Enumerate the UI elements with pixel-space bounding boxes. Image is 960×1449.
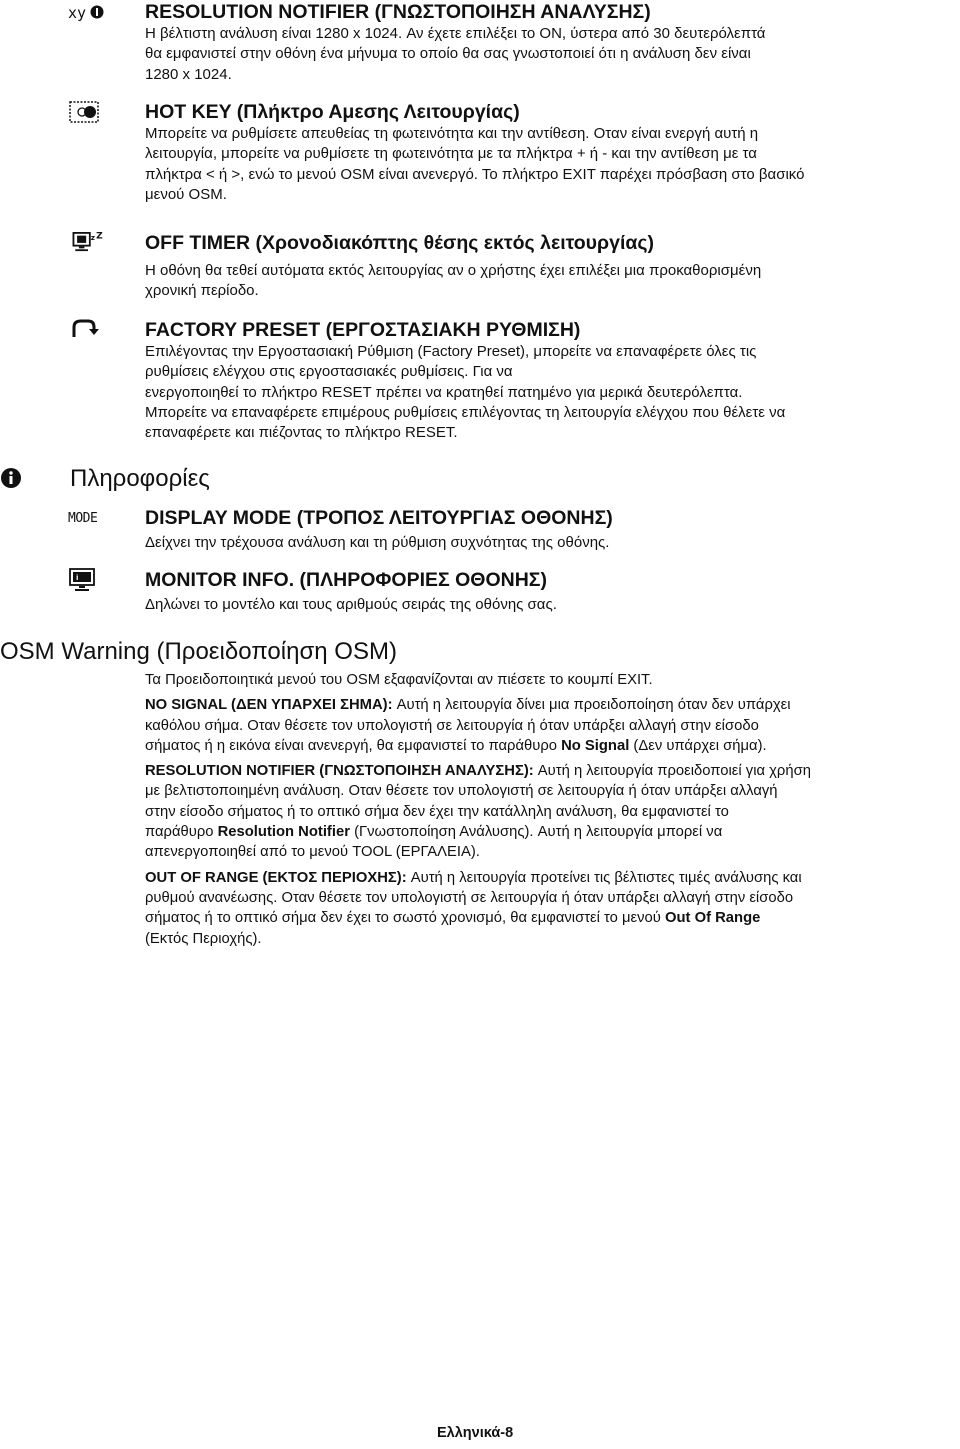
factory-preset-line: επαναφέρετε και πιέζοντας το πλήκτρο RESET. bbox=[145, 424, 458, 442]
svg-text:z: z bbox=[90, 233, 95, 243]
factory-preset-line: ρυθμίσεις ελέγχου στις εργοστασιακές ρυθμίσεις. Για να bbox=[145, 363, 513, 381]
out-of-range-label: OUT OF RANGE (ΕΚΤΟΣ ΠΕΡΙΟΧΗΣ): bbox=[145, 869, 407, 886]
hot-key-section bbox=[145, 100, 955, 205]
factory-preset-title: FACTORY PRESET (ΕΡΓΟΣΤΑΣΙΑΚΗ ΡΥΘΜΙΣΗ) bbox=[145, 319, 581, 341]
monitor-info-title: MONITOR INFO. (ΠΛΗΡΟΦΟΡΙΕΣ ΟΘΟΝΗΣ) bbox=[145, 569, 547, 591]
factory-preset-line: ενεργοποιηθεί το πλήκτρο RESET πρέπει να κρατηθεί πατημένο για μερικά δευτερόλεπτα. bbox=[145, 383, 743, 401]
reset-arrow-icon bbox=[68, 317, 108, 341]
factory-preset-section bbox=[145, 318, 955, 443]
off-timer-line: Η οθόνη θα τεθεί αυτόματα εκτός λειτουργίας αν ο χρήστης έχει επιλέξει μια προκαθορισμένη bbox=[145, 262, 762, 279]
resolution-notifier-line: 1280 x 1024. bbox=[145, 65, 232, 83]
information-title: Πληροφορίες bbox=[70, 465, 210, 492]
hot-key-title: HOT KEY (Πλήκτρο Αμεσης Λειτουργίας) bbox=[145, 101, 520, 123]
monitor-info-section bbox=[145, 568, 955, 615]
osm-warning-intro: Τα Προειδοποιητικά μενού του OSM εξαφανίζονται αν πιέσετε το κουμπί EXIT. bbox=[145, 672, 653, 688]
factory-preset-line: Μπορείτε να επαναφέρετε επιμέρους ρυθμίσεις επιλέγοντας τη λειτουργία ελέγχου που θέλετε να bbox=[145, 403, 786, 421]
display-mode-section bbox=[145, 506, 955, 553]
page-footer: Ελληνικά-8 bbox=[437, 1425, 514, 1441]
monitor-sleep-icon bbox=[68, 230, 108, 254]
osm-warning-title: OSM Warning (Προειδοποίηση OSM) bbox=[0, 638, 397, 665]
svg-text:xy: xy bbox=[68, 4, 87, 22]
hot-key-line: λειτουργία, μπορείτε να ρυθμίσετε τη φωτεινότητα με τα πλήκτρα + ή - και την αντίθεση με τα bbox=[145, 145, 757, 163]
hot-key-line: Μπορείτε να ρυθμίσετε απευθείας τη φωτεινότητα και την αντίθεση. Οταν είναι ενεργή αυτή η bbox=[145, 125, 759, 142]
mode-icon: MODE bbox=[68, 511, 98, 526]
display-mode-title: DISPLAY MODE (ΤΡΟΠΟΣ ΛΕΙΤΟΥΡΓΙΑΣ ΟΘΟΝΗΣ) bbox=[145, 507, 613, 529]
info-icon bbox=[0, 467, 22, 489]
resolution-notifier-icon bbox=[68, 0, 108, 24]
hot-key-line: πλήκτρα < ή >, ενώ το μενού OSM είναι ανενεργό. Το πλήκτρο EXIT παρέχει πρόσβαση στο βασικό bbox=[145, 165, 805, 183]
out-of-range-paragraph: OUT OF RANGE (ΕΚΤΟΣ ΠΕΡΙΟΧΗΣ): Αυτή η λειτουργία προτείνει τις βέλτιστες τιμές ανάλυσης και ρυθμού ανανέωσης. Οταν θέσετε τον υπολογιστή σε λειτουργία ή όταν υπάρξει αλλαγή στην είσοδο σήματος ή το οπτικό σήμα δεν έχει το σωστό χρονισμό, θα εμφανιστεί το μενού Out Of Range (Εκτός Περιοχής). bbox=[145, 869, 802, 947]
resolution-notifier-line: θα εμφανιστεί στην οθόνη ένα μήνυμα το οποίο θα σας γνωστοποιεί ότι η ανάλυση δεν είναι bbox=[145, 45, 751, 63]
resolution-notifier-line: Η βέλτιστη ανάλυση είναι 1280 x 1024. Αν έχετε επιλέξει το ON, ύστερα από 30 δευτερόλεπτά bbox=[145, 25, 766, 42]
no-signal-paragraph: NO SIGNAL (ΔΕΝ ΥΠΑΡΧΕΙ ΣΗΜΑ): Αυτή η λειτουργία δίνει μια προειδοποίηση όταν δεν υπάρχει καθόλου σήμα. Οταν θέσετε τον υπολογιστή σε λειτουργία ή όταν υπάρξει αλλαγή στην είσοδο σήματος ή η εικόνα είναι ανενεργή, θα εμφανιστεί το παράθυρο No Signal (Δεν υπάρχει σήμα). bbox=[145, 697, 791, 754]
svg-text:Z: Z bbox=[96, 231, 103, 242]
monitor-info-icon bbox=[68, 568, 108, 592]
resolution-notifier-label: RESOLUTION NOTIFIER (ΓΝΩΣΤΟΠΟΙΗΣΗ ΑΝΑΛΥΣΗΣ): bbox=[145, 763, 534, 780]
monitor-info-text: Δηλώνει το μοντέλο και τους αριθμούς σειράς της οθόνης σας. bbox=[145, 596, 557, 613]
resolution-notifier-paragraph: RESOLUTION NOTIFIER (ΓΝΩΣΤΟΠΟΙΗΣΗ ΑΝΑΛΥΣΗΣ): Αυτή η λειτουργία προειδοποιεί για χρήση με βελτιστοποιημένη ανάλυση. Οταν θέσετε τον υπολογιστή σε λειτουργία ή όταν υπάρξει αλλαγή στην είσοδο σήματος ή το οπτικό σήμα δεν έχει την κατάλληλη ανάλυση, θα εμφανιστεί το παράθυρο Resolution Notifier (Γνωστοποίηση Ανάλυσης). Αυτή η λειτουργία μπορεί να απενεργοποιηθεί από το μενού TOOL (ΕΡΓΑΛΕΙΑ). bbox=[145, 763, 811, 861]
brightness-contrast-icon bbox=[68, 100, 108, 124]
resolution-notifier-section bbox=[145, 0, 955, 85]
svg-text:i: i bbox=[76, 574, 79, 582]
osm-warning-body bbox=[145, 670, 960, 949]
hot-key-line: μενού OSM. bbox=[145, 185, 227, 203]
factory-preset-line: Επιλέγοντας την Εργοστασιακή Ρύθμιση (Factory Preset), μπορείτε να επαναφέρετε όλες τις bbox=[145, 343, 757, 360]
display-mode-text: Δείχνει την τρέχουσα ανάλυση και τη ρύθμιση συχνότητας της οθόνης. bbox=[145, 534, 610, 551]
off-timer-title: OFF TIMER (Χρονοδιακόπτης θέσης εκτός λειτουργίας) bbox=[145, 232, 654, 254]
off-timer-section bbox=[145, 231, 955, 302]
resolution-notifier-title: RESOLUTION NOTIFIER (ΓΝΩΣΤΟΠΟΙΗΣΗ ΑΝΑΛΥΣΗΣ) bbox=[145, 1, 651, 23]
off-timer-line: χρονική περίοδο. bbox=[145, 282, 259, 300]
no-signal-label: NO SIGNAL (ΔΕΝ ΥΠΑΡΧΕΙ ΣΗΜΑ): bbox=[145, 697, 393, 714]
